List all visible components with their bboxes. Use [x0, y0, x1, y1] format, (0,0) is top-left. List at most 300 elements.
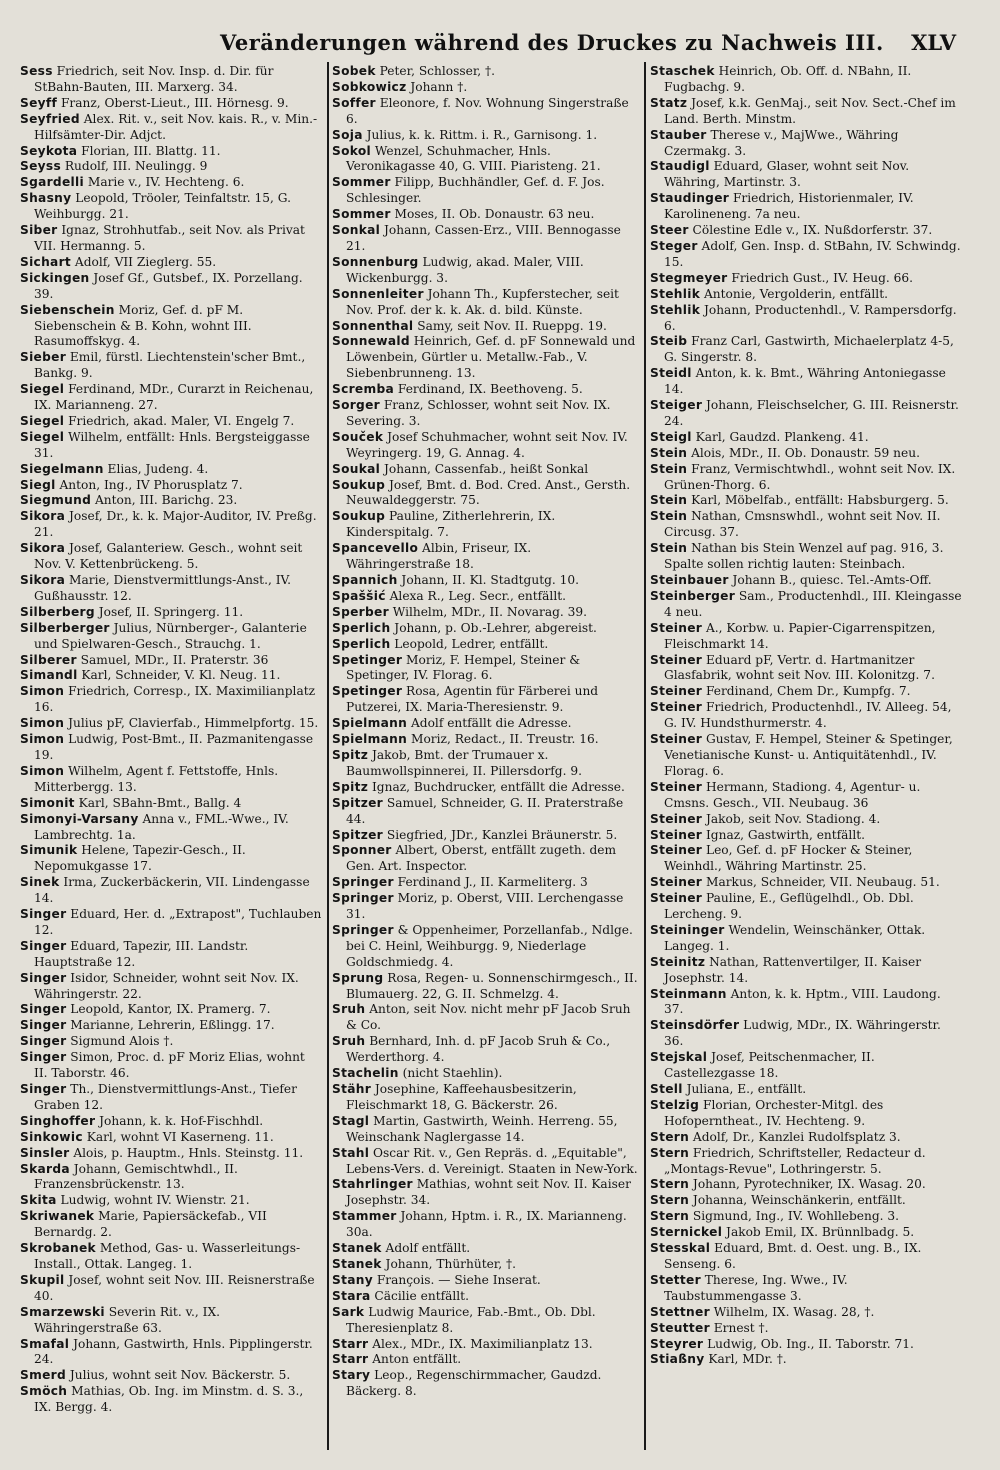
directory-entry	[650, 589, 962, 621]
entry-surname: Scremba	[332, 382, 395, 397]
entry-details: Rosa, Regen- u. Sonnenschirmgesch., II. Blumauerg. 22, G. II. Schmelzg. 4.	[346, 970, 638, 1001]
directory-entry	[20, 1050, 322, 1082]
entry-surname: Sruh	[332, 1034, 366, 1049]
entry-surname: Singhoffer	[20, 1113, 96, 1128]
directory-entry	[20, 191, 322, 223]
directory-entry	[650, 780, 962, 812]
entry-surname: Spielmann	[332, 716, 408, 731]
entry-surname: Shasny	[20, 191, 72, 206]
entry-surname: Sinsler	[20, 1145, 70, 1160]
directory-entry	[20, 303, 322, 351]
entry-surname: Skriwanek	[20, 1209, 95, 1224]
entry-details: Therese, Ing. Wwe., IV. Taubstummengasse 3.	[664, 1272, 848, 1303]
directory-entry	[20, 462, 322, 478]
directory-entry	[650, 828, 962, 844]
directory-entry	[332, 653, 638, 685]
entry-details: Albin, Friseur, IX. Währingerstraße 18.	[346, 541, 532, 572]
directory-entry	[332, 509, 638, 541]
directory-entry	[332, 334, 638, 382]
entry-surname: Simon	[20, 732, 65, 747]
entry-details: Eleonore, f. Nov. Wohnung Singerstraße 6.	[346, 95, 629, 126]
entry-surname: Stern	[650, 1209, 690, 1224]
directory-entry	[332, 573, 638, 589]
entry-surname: Singer	[20, 1018, 67, 1033]
directory-entry	[650, 653, 962, 685]
directory-entry	[332, 1034, 638, 1066]
directory-entry	[332, 287, 638, 319]
entry-surname: Siegel	[20, 382, 65, 397]
entry-surname: Sobkowicz	[332, 79, 407, 94]
directory-entry	[20, 64, 322, 96]
entry-details: Sigmund, Ing., IV. Wohllebeng. 3.	[689, 1209, 900, 1224]
entry-surname: Steiner	[650, 732, 703, 747]
column-2	[332, 64, 638, 1444]
entry-surname: Sobek	[332, 64, 376, 78]
entry-details: Rosa, Agentin für Färberei und Putzerei, IX. Maria-Theresienstr. 9.	[346, 684, 599, 715]
entry-details: Josef Schuhmacher, wohnt seit Nov. IV. Weyringerg. 19, G. Annag. 4.	[346, 429, 628, 460]
entry-details: Ferdinand, Chem Dr., Kumpfg. 7.	[702, 684, 911, 699]
entry-details: Johann, p. Ob.-Lehrer, abgereist.	[390, 620, 597, 635]
directory-entry	[650, 430, 962, 446]
entry-surname: Stetter	[650, 1272, 701, 1287]
entry-details: Johann Th., Kupferstecher, seit Nov. Prof. der k. k. Ak. d. bild. Künste.	[346, 286, 619, 317]
directory-entry	[650, 334, 962, 366]
entry-details: Josef, II. Springerg. 11.	[94, 604, 244, 619]
entry-details: Adolf, Gen. Insp. d. StBahn, IV. Schwindg. 15.	[664, 238, 961, 269]
directory-entry	[332, 780, 638, 796]
entry-details: Therese v., MajWwe., Währing Czermakg. 3.	[664, 127, 899, 158]
entry-surname: Sperber	[332, 604, 389, 619]
entry-surname: Sruh	[332, 1002, 366, 1017]
entry-surname: Sperlich	[332, 620, 391, 635]
entry-details: Samuel, MDr., II. Praterstr. 36	[76, 652, 269, 667]
directory-entry	[650, 462, 962, 494]
entry-details: Karl, Möbelfab., entfällt: Habsburgerg. 5.	[687, 493, 949, 508]
entry-surname: Sichart	[20, 254, 72, 269]
entry-details: Peter, Schlosser, †.	[375, 64, 496, 78]
entry-details: Irma, Zuckerbäckerin, VII. Lindengasse 14.	[34, 875, 310, 906]
entry-surname: Singer	[20, 1034, 67, 1049]
entry-details: Wilhelm, IX. Wasag. 28, †.	[709, 1304, 875, 1319]
entry-details: Samy, seit Nov. II. Rueppg. 19.	[413, 318, 607, 333]
entry-details: Friedrich Gust., IV. Heug. 66.	[727, 270, 914, 285]
entry-details: Albert, Oberst, entfällt zugeth. dem Gen. Art. Inspector.	[346, 843, 617, 874]
directory-entry	[20, 684, 322, 716]
entry-details: Johann, Gastwirth, Hnls. Pipplingerstr. 24.	[34, 1336, 313, 1367]
directory-entry	[20, 907, 322, 939]
entry-surname: Smerd	[20, 1368, 66, 1383]
directory-entry	[332, 430, 638, 462]
directory-entry	[20, 1193, 322, 1209]
entry-surname: Smöch	[20, 1384, 68, 1399]
entry-details: Cölestine Edle v., IX. Nußdorferstr. 37.	[688, 223, 933, 238]
entry-surname: Spannich	[332, 573, 398, 587]
entry-details: Nathan bis Stein Wenzel auf pag. 916, 3. Spalte sollen richtig lauten: Steinbach.	[664, 541, 944, 572]
entry-details: Alex., MDr., IX. Maximilianplatz 13.	[368, 1336, 593, 1351]
directory-entry	[20, 271, 322, 303]
directory-entry	[332, 748, 638, 780]
entry-details: Friedrich, Productenhdl., IV. Alleeg. 54, G. IV. Hundsthurmerstr. 4.	[664, 700, 952, 731]
directory-entry	[20, 621, 322, 653]
entry-details: Ernest †.	[709, 1320, 769, 1335]
entry-surname: Silberberger	[20, 620, 110, 635]
directory-entry	[332, 637, 638, 653]
entry-details: Leopold, Ledrer, entfällt.	[390, 636, 549, 651]
directory-entry	[332, 1082, 638, 1114]
directory-entry	[20, 1034, 322, 1050]
entry-surname: Simon	[20, 763, 65, 778]
entry-surname: Steiner	[650, 652, 703, 667]
directory-entry	[20, 144, 322, 160]
entry-details: Anton, Ing., IV Phorusplatz 7.	[55, 477, 243, 492]
entry-surname: Statz	[650, 95, 688, 110]
entry-surname: Sternickel	[650, 1225, 723, 1240]
entry-details: Franz Carl, Gastwirth, Michaelerplatz 4-5, G. Singerstr. 8.	[664, 334, 954, 365]
entry-details: (nicht Staehlin).	[398, 1066, 503, 1081]
entry-details: Gustav, F. Hempel, Steiner & Spetinger, Venetianische Kunst- u. Antiquitätenhdl., IV. Florag. 6.	[664, 732, 953, 778]
directory-entry	[332, 589, 638, 605]
entry-surname: Stegmeyer	[650, 270, 728, 285]
entry-surname: Steiner	[650, 811, 703, 826]
entry-surname: Smarzewski	[20, 1304, 105, 1319]
directory-entry	[650, 1193, 962, 1209]
entry-details: Elias, Judeng. 4.	[103, 461, 209, 476]
directory-entry	[650, 1305, 962, 1321]
directory-entry	[332, 1305, 638, 1337]
entry-details: Ludwig, akad. Maler, VIII. Wickenburgg. 3.	[346, 254, 584, 285]
directory-entry	[20, 1337, 322, 1369]
entry-details: Jakob, seit Nov. Stadiong. 4.	[702, 811, 881, 826]
directory-entry	[650, 700, 962, 732]
entry-details: Karl, Gaudzd. Plankeng. 41.	[691, 429, 869, 444]
entry-surname: Singer	[20, 970, 67, 985]
entry-details: Samuel, Schneider, G. II. Praterstraße 44.	[346, 795, 624, 826]
directory-entry	[650, 1082, 962, 1098]
entry-surname: Stern	[650, 1129, 690, 1144]
entry-surname: Singer	[20, 1050, 67, 1065]
directory-entry	[332, 64, 638, 80]
entry-surname: Steiner	[650, 700, 703, 715]
directory-entry	[650, 923, 962, 955]
entry-details: Julius, k. k. Rittm. i. R., Garnisong. 1.	[362, 127, 598, 142]
directory-entry	[650, 287, 962, 303]
entry-details: Johann, Fleischselcher, G. III. Reisnerstr. 24.	[664, 398, 959, 428]
entry-details: Anton entfällt.	[368, 1352, 462, 1367]
entry-surname: Steininger	[650, 922, 725, 937]
entry-surname: Spielmann	[332, 732, 408, 747]
directory-entry	[20, 509, 322, 541]
directory-entry	[332, 207, 638, 223]
entry-details: Josephine, Kaffeehausbesitzerin, Fleischmarkt 18, G. Bäckerstr. 26.	[346, 1082, 577, 1112]
directory-entry	[332, 684, 638, 716]
entry-details: Cäcilie entfällt.	[370, 1288, 469, 1303]
entry-surname: Stanek	[332, 1241, 382, 1256]
directory-entry	[332, 128, 638, 144]
entry-details: Th., Dienstvermittlungs-Anst., Tiefer Graben 12.	[34, 1082, 297, 1112]
directory-entry	[332, 1209, 638, 1241]
entry-surname: Sokol	[332, 143, 371, 158]
entry-surname: Simon	[20, 684, 65, 699]
entry-surname: Staschek	[650, 64, 715, 78]
directory-entry	[650, 64, 962, 96]
entry-details: Karl, SBahn-Bmt., Ballg. 4	[74, 795, 242, 810]
directory-entry	[650, 509, 962, 541]
entry-details: Johann, Thürhüter, †.	[381, 1256, 517, 1271]
directory-entry	[332, 605, 638, 621]
directory-entry	[332, 398, 638, 430]
entry-surname: Skupil	[20, 1272, 65, 1287]
entry-surname: Springer	[332, 891, 394, 906]
entry-details: Friedrich, Historienmaler, IV. Karolineneng. 7a neu.	[664, 191, 914, 222]
directory-entry	[332, 716, 638, 732]
directory-entry	[20, 812, 322, 844]
entry-surname: Sonnenleiter	[332, 286, 424, 301]
directory-entry	[332, 382, 638, 398]
entry-surname: Skrobanek	[20, 1241, 96, 1256]
directory-entry	[20, 605, 322, 621]
directory-entry	[650, 732, 962, 780]
entry-surname: Soukal	[332, 461, 381, 476]
entry-surname: Siebenschein	[20, 302, 115, 317]
directory-entry	[20, 939, 322, 971]
entry-details: Wilhelm, Agent f. Fettstoffe, Hnls. Mitterbergg. 13.	[34, 763, 279, 794]
directory-entry	[20, 843, 322, 875]
directory-entry	[332, 478, 638, 510]
entry-surname: Steiger	[650, 398, 703, 413]
directory-entry	[332, 843, 638, 875]
directory-entry	[650, 1130, 962, 1146]
directory-entry	[650, 843, 962, 875]
entry-surname: Stähr	[332, 1082, 372, 1096]
entry-details: Florian, Orchester-Mitgl. des Hofoperntheat., IV. Hechteng. 9.	[664, 1097, 884, 1128]
entry-details: Simon, Proc. d. pF Moriz Elias, wohnt II. Taborstr. 46.	[34, 1050, 305, 1081]
entry-details: Ignaz, Buchdrucker, entfällt die Adresse.	[368, 779, 625, 794]
directory-entry	[332, 1273, 638, 1289]
directory-entry	[332, 828, 638, 844]
directory-entry	[650, 223, 962, 239]
entry-details: Johann, Cassenfab., heißt Sonkal	[380, 461, 589, 476]
entry-details: Moriz, F. Hempel, Steiner & Spetinger, IV. Florag. 6.	[346, 652, 581, 683]
entry-details: Marianne, Lehrerin, Eßlingg. 17.	[66, 1018, 275, 1033]
directory-entry	[20, 764, 322, 796]
page-title: Veränderungen während des Druckes zu Nachweis III.	[220, 30, 884, 55]
entry-surname: Siegel	[20, 413, 65, 428]
entry-surname: Siegmund	[20, 493, 92, 508]
directory-entry	[20, 875, 322, 907]
directory-entry	[650, 398, 962, 430]
entry-details: Helene, Tapezir-Gesch., II. Nepomukgasse 17.	[34, 843, 246, 874]
entry-details: Eduard, Glaser, wohnt seit Nov. Währing, Martinstr. 3.	[664, 159, 910, 190]
directory-entry	[650, 875, 962, 891]
entry-surname: Stagl	[332, 1113, 370, 1128]
directory-entry	[650, 621, 962, 653]
directory-entry	[20, 716, 322, 732]
entry-details: Johann, k. k. Hof-Fischhdl.	[95, 1113, 264, 1128]
directory-entry	[332, 923, 638, 971]
entry-surname: Steiner	[650, 843, 703, 858]
entry-surname: Stany	[332, 1272, 373, 1287]
directory-entry	[650, 1273, 962, 1305]
entry-surname: Spaššić	[332, 588, 386, 603]
entry-surname: Stahrlinger	[332, 1177, 413, 1192]
directory-entry	[20, 493, 322, 509]
entry-surname: Stein	[650, 541, 688, 556]
entry-details: Anton, k. k. Hptm., VIII. Laudong. 37.	[664, 986, 941, 1017]
directory-entry	[20, 1002, 322, 1018]
entry-surname: Steiner	[650, 827, 703, 842]
directory-entry	[650, 1321, 962, 1337]
entry-details: Ludwig, MDr., IX. Währingerstr. 36.	[664, 1018, 941, 1049]
entry-surname: Steger	[650, 238, 698, 253]
directory-entry	[332, 796, 638, 828]
entry-surname: Stary	[332, 1368, 371, 1383]
directory-entry	[332, 96, 638, 128]
directory-entry	[650, 1146, 962, 1178]
entry-surname: Sikora	[20, 573, 66, 587]
entry-surname: Stanek	[332, 1256, 382, 1271]
entry-surname: Stesskal	[650, 1241, 711, 1256]
directory-entry	[332, 319, 638, 335]
directory-entry	[20, 653, 322, 669]
entry-details: Marie, Dienstvermittlungs-Anst., IV. Gußhausstr. 12.	[34, 573, 292, 603]
directory-entry	[650, 239, 962, 271]
entry-details: Anton, III. Barichg. 23.	[91, 493, 238, 508]
directory-entry	[20, 1082, 322, 1114]
entry-surname: Simon	[20, 716, 65, 731]
entry-details: Ludwig, Post-Bmt., II. Pazmanitengasse 19.	[34, 732, 314, 762]
entry-details: Marie, Papiersäckefab., VII Bernardg. 2.	[34, 1209, 267, 1240]
entry-surname: Steinitz	[650, 954, 706, 969]
entry-surname: Soffer	[332, 95, 376, 110]
entry-details: Friedrich, seit Nov. Insp. d. Dir. für StBahn-Bauten, III. Marxerg. 34.	[34, 64, 274, 94]
directory-entry	[650, 303, 962, 335]
directory-entry	[332, 732, 638, 748]
directory-entry	[650, 812, 962, 828]
entry-surname: Simonit	[20, 795, 75, 810]
entry-surname: Steiner	[650, 620, 703, 635]
entry-details: Florian, III. Blattg. 11.	[77, 143, 221, 158]
entry-details: Isidor, Schneider, wohnt seit Nov. IX. Währingerstr. 22.	[34, 970, 299, 1001]
entry-details: Method, Gas- u. Wasserleitungs-Install., Ottak. Langeg. 1.	[34, 1241, 301, 1271]
directory-entry	[650, 1337, 962, 1353]
entry-details: Mathias, Ob. Ing. im Minstm. d. S. 3., IX. Bergg. 4.	[34, 1384, 304, 1415]
directory-entry	[20, 541, 322, 573]
entry-surname: Siegelmann	[20, 461, 104, 476]
entry-surname: Sprung	[332, 970, 384, 985]
entry-surname: Sponner	[332, 843, 392, 858]
entry-details: Anton, seit Nov. nicht mehr pF Jacob Sruh & Co.	[346, 1002, 631, 1033]
directory-entry	[20, 796, 322, 812]
directory-entry	[650, 1209, 962, 1225]
directory-entry	[650, 191, 962, 223]
directory-entry	[332, 1002, 638, 1034]
entry-details: Ferdinand, IX. Beethoveng. 5.	[394, 382, 583, 397]
directory-entry	[650, 891, 962, 923]
entry-details: Adolf entfällt die Adresse.	[407, 716, 572, 731]
directory-entry	[20, 573, 322, 605]
entry-details: Karl, wohnt VI Kaserneng. 11.	[82, 1129, 274, 1144]
entry-details: Martin, Gastwirth, Weinh. Herreng. 55, Weinschank Naglergasse 14.	[346, 1113, 618, 1144]
entry-surname: Steiner	[650, 779, 703, 794]
entry-surname: Springer	[332, 875, 394, 890]
entry-details: Johann, Pyrotechniker, IX. Wasag. 20.	[689, 1177, 926, 1192]
directory-entry	[332, 1368, 638, 1400]
directory-entry	[20, 478, 322, 494]
directory-entry	[650, 1241, 962, 1273]
entry-surname: Spetinger	[332, 652, 403, 667]
directory-entry	[20, 1273, 322, 1305]
entry-details: Filipp, Buchhändler, Gef. d. F. Jos. Schlesinger.	[346, 175, 605, 206]
entry-details: Alois, MDr., II. Ob. Donaustr. 59 neu.	[687, 445, 920, 460]
directory-entry	[650, 1177, 962, 1193]
entry-details: Heinrich, Ob. Off. d. NBahn, II. Fugbachg. 9.	[664, 64, 912, 94]
entry-surname: Stauber	[650, 127, 707, 142]
entry-surname: Singer	[20, 1002, 67, 1017]
entry-details: Karl, Schneider, V. Kl. Neug. 11.	[77, 668, 281, 683]
entry-details: Sam., Productenhdl., III. Kleingasse 4 neu.	[664, 588, 962, 619]
entry-details: Marie v., IV. Hechteng. 6.	[83, 175, 245, 190]
directory-entry	[20, 1146, 322, 1162]
entry-surname: Sommer	[332, 207, 391, 222]
entry-details: Eduard, Tapezir, III. Landstr. Hauptstraße 12.	[34, 938, 249, 969]
entry-details: Ignaz, Gastwirth, entfällt.	[702, 827, 865, 842]
entry-surname: Steer	[650, 223, 689, 238]
entry-details: Josef, wohnt seit Nov. III. Reisnerstraße 40.	[34, 1272, 315, 1303]
directory-entry	[20, 430, 322, 462]
directory-entry	[650, 493, 962, 509]
entry-surname: Steinbauer	[650, 573, 729, 587]
entry-surname: Sikora	[20, 509, 66, 524]
entry-surname: Spitzer	[332, 795, 383, 810]
column-divider	[327, 62, 329, 1450]
directory-entry	[332, 1177, 638, 1209]
entry-details: Moriz, Redact., II. Treustr. 16.	[407, 732, 599, 747]
entry-details: François. — Siehe Inserat.	[372, 1272, 541, 1287]
entry-details: Siegfried, JDr., Kanzlei Bräunerstr. 5.	[382, 827, 618, 842]
directory-entry	[650, 987, 962, 1019]
directory-entry	[20, 159, 322, 175]
entry-details: Friedrich, Schriftsteller, Redacteur d. „Montags-Revue", Lothringerstr. 5.	[664, 1145, 926, 1176]
directory-entry	[20, 1130, 322, 1146]
entry-surname: Simunik	[20, 843, 78, 858]
entry-surname: Sikora	[20, 541, 66, 556]
directory-entry	[332, 175, 638, 207]
entry-surname: Stein	[650, 461, 688, 476]
directory-entry	[650, 446, 962, 462]
entry-surname: Singer	[20, 938, 67, 953]
entry-details: Adolf, VII Zieglerg. 55.	[71, 254, 217, 269]
directory-entry	[332, 875, 638, 891]
directory-entry	[332, 80, 638, 96]
entry-surname: Sonnenthal	[332, 318, 414, 333]
entry-details: Heinrich, Gef. d. pF Sonnewald und Löwenbein, Gürtler u. Metallw.-Fab., V. Siebenbrunneng. 13.	[346, 334, 636, 381]
directory-entry	[650, 159, 962, 191]
entry-details: Karl, MDr. †.	[704, 1352, 787, 1367]
entry-details: Josef, Galanteriew. Gesch., wohnt seit Nov. V. Kettenbrückeng. 5.	[34, 541, 303, 572]
entry-surname: Sinkowic	[20, 1129, 83, 1144]
entry-surname: Sperlich	[332, 636, 391, 651]
entry-details: Nathan, Rattenvertilger, II. Kaiser Josephstr. 14.	[664, 954, 922, 985]
entry-details: Eduard, Bmt. d. Oest. ung. B., IX. Senseng. 6.	[664, 1241, 922, 1271]
entry-surname: Siegel	[20, 429, 65, 444]
directory-entry	[650, 1098, 962, 1130]
directory-entry	[20, 350, 322, 382]
entry-details: Julius, wohnt seit Nov. Bäckerstr. 5.	[65, 1368, 291, 1383]
entry-surname: Stahl	[332, 1145, 370, 1160]
entry-details: & Oppenheimer, Porzellanfab., Ndlge. bei C. Heinl, Weihburgg. 9, Niederlage Goldschmiedg. 4.	[346, 922, 633, 969]
directory-entry	[650, 955, 962, 987]
directory-entry	[20, 732, 322, 764]
